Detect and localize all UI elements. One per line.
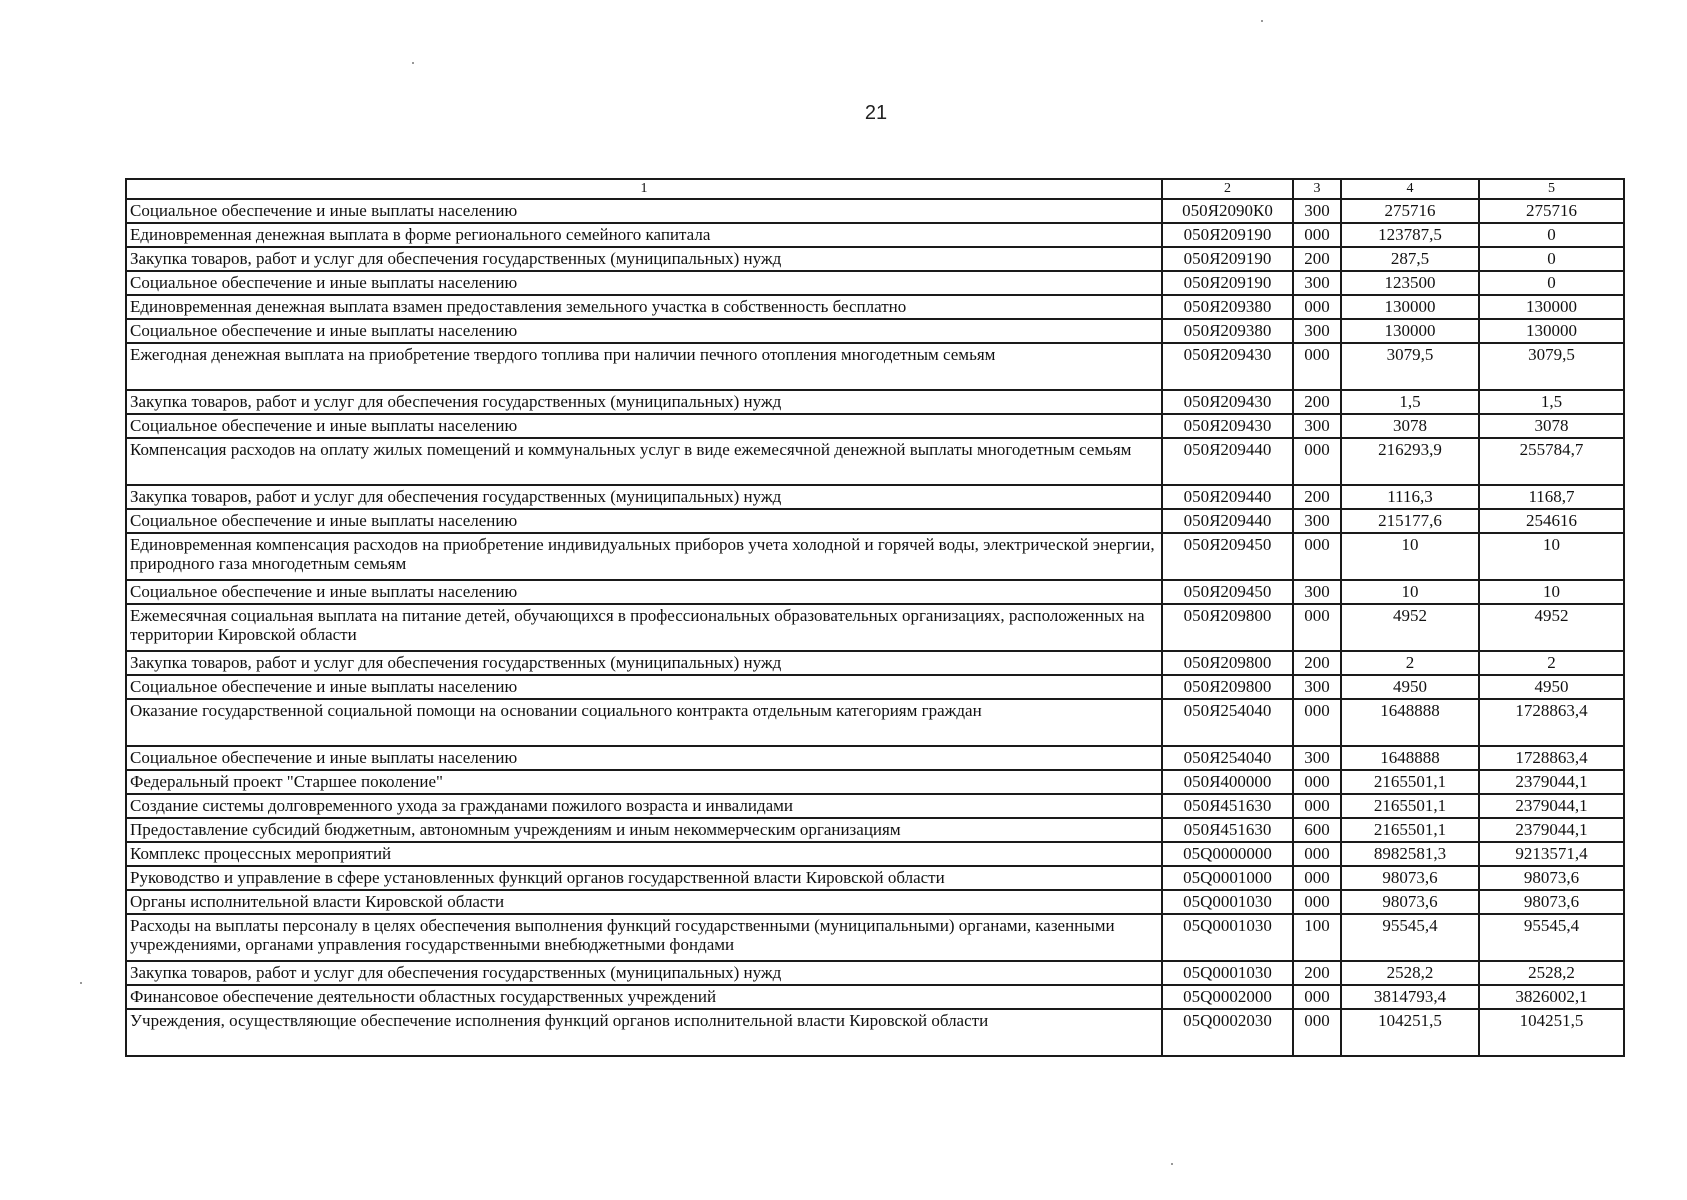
row-value-4-cell: 275716: [1341, 199, 1479, 223]
row-value-4-cell: 1,5: [1341, 390, 1479, 414]
row-value-5-cell: 254616: [1479, 509, 1624, 533]
table-row: [126, 770, 1624, 794]
table-row: [126, 319, 1624, 343]
row-type-cell: 300: [1293, 509, 1341, 533]
row-type-cell: 300: [1293, 199, 1341, 223]
table-row: [126, 651, 1624, 675]
row-name-cell: Ежегодная денежная выплата на приобретение твердого топлива при наличии печного отопления многодетным семьям: [126, 343, 1162, 390]
row-value-5-cell: 255784,7: [1479, 438, 1624, 485]
row-name-cell: Социальное обеспечение и иные выплаты населению: [126, 675, 1162, 699]
table-row: [126, 580, 1624, 604]
row-value-5-cell: 0: [1479, 247, 1624, 271]
row-type-cell: 000: [1293, 794, 1341, 818]
row-type-cell: 300: [1293, 414, 1341, 438]
table-row: [126, 247, 1624, 271]
table-row: [126, 199, 1624, 223]
row-value-4-cell: 130000: [1341, 295, 1479, 319]
row-value-4-cell: 10: [1341, 580, 1479, 604]
row-type-cell: 000: [1293, 343, 1341, 390]
row-code-cell: 050Я209430: [1162, 343, 1293, 390]
row-value-5-cell: 4952: [1479, 604, 1624, 651]
row-value-4-cell: 2165501,1: [1341, 818, 1479, 842]
row-value-4-cell: 216293,9: [1341, 438, 1479, 485]
table-row: [126, 271, 1624, 295]
row-value-4-cell: 4952: [1341, 604, 1479, 651]
row-name-cell: Социальное обеспечение и иные выплаты населению: [126, 509, 1162, 533]
scan-speck: [1261, 20, 1263, 22]
row-code-cell: 050Я451630: [1162, 794, 1293, 818]
row-value-5-cell: 4950: [1479, 675, 1624, 699]
row-name-cell: Единовременная денежная выплата взамен предоставления земельного участка в собственность бесплатно: [126, 295, 1162, 319]
row-code-cell: 050Я400000: [1162, 770, 1293, 794]
table-row: [126, 533, 1624, 580]
row-type-cell: 600: [1293, 818, 1341, 842]
column-header-3: 3: [1293, 179, 1341, 199]
table-header: [126, 179, 1624, 199]
row-value-5-cell: 0: [1479, 271, 1624, 295]
row-type-cell: 200: [1293, 390, 1341, 414]
row-value-4-cell: 8982581,3: [1341, 842, 1479, 866]
row-code-cell: 050Я209450: [1162, 580, 1293, 604]
row-value-5-cell: 2: [1479, 651, 1624, 675]
row-type-cell: 300: [1293, 675, 1341, 699]
row-code-cell: 05Q0002000: [1162, 985, 1293, 1009]
row-value-4-cell: 95545,4: [1341, 914, 1479, 961]
table-body: [126, 199, 1624, 1056]
row-type-cell: 200: [1293, 247, 1341, 271]
row-value-5-cell: 1168,7: [1479, 485, 1624, 509]
table-row: [126, 842, 1624, 866]
row-name-cell: Ежемесячная социальная выплата на питание детей, обучающихся в профессиональных образовательных организациях, расположенных на территории Кировской области: [126, 604, 1162, 651]
row-name-cell: Комплекс процессных мероприятий: [126, 842, 1162, 866]
row-name-cell: Руководство и управление в сфере установленных функций органов государственной власти Кировской области: [126, 866, 1162, 890]
row-value-5-cell: 98073,6: [1479, 890, 1624, 914]
row-value-4-cell: 1648888: [1341, 699, 1479, 746]
row-name-cell: Социальное обеспечение и иные выплаты населению: [126, 414, 1162, 438]
row-value-5-cell: 275716: [1479, 199, 1624, 223]
row-code-cell: 050Я209440: [1162, 485, 1293, 509]
row-name-cell: Социальное обеспечение и иные выплаты населению: [126, 746, 1162, 770]
table-row: [126, 890, 1624, 914]
row-value-4-cell: 215177,6: [1341, 509, 1479, 533]
row-value-5-cell: 104251,5: [1479, 1009, 1624, 1056]
table-row: [126, 1009, 1624, 1056]
row-value-4-cell: 123500: [1341, 271, 1479, 295]
row-value-4-cell: 2165501,1: [1341, 794, 1479, 818]
row-code-cell: 050Я209450: [1162, 533, 1293, 580]
budget-table: [125, 178, 1625, 1057]
row-code-cell: 05Q0000000: [1162, 842, 1293, 866]
row-type-cell: 000: [1293, 842, 1341, 866]
header-row: [126, 179, 1624, 199]
row-code-cell: 050Я209440: [1162, 509, 1293, 533]
column-header-4: 4: [1341, 179, 1479, 199]
row-name-cell: Учреждения, осуществляющие обеспечение исполнения функций органов исполнительной власти Кировской области: [126, 1009, 1162, 1056]
row-type-cell: 000: [1293, 890, 1341, 914]
row-type-cell: 300: [1293, 271, 1341, 295]
row-name-cell: Социальное обеспечение и иные выплаты населению: [126, 199, 1162, 223]
scan-speck: [80, 982, 82, 984]
scan-speck: [412, 62, 414, 64]
row-value-5-cell: 3826002,1: [1479, 985, 1624, 1009]
row-value-5-cell: 1728863,4: [1479, 746, 1624, 770]
row-code-cell: 050Я209440: [1162, 438, 1293, 485]
row-type-cell: 000: [1293, 604, 1341, 651]
row-name-cell: Закупка товаров, работ и услуг для обеспечения государственных (муниципальных) нужд: [126, 961, 1162, 985]
row-value-5-cell: 3079,5: [1479, 343, 1624, 390]
table-row: [126, 509, 1624, 533]
scan-speck: [1171, 1163, 1173, 1165]
row-value-4-cell: 1648888: [1341, 746, 1479, 770]
row-value-4-cell: 98073,6: [1341, 890, 1479, 914]
table-row: [126, 985, 1624, 1009]
row-value-4-cell: 3078: [1341, 414, 1479, 438]
row-value-4-cell: 2165501,1: [1341, 770, 1479, 794]
row-name-cell: Компенсация расходов на оплату жилых помещений и коммунальных услуг в виде ежемесячной денежной выплаты многодетным семьям: [126, 438, 1162, 485]
row-code-cell: 050Я451630: [1162, 818, 1293, 842]
row-type-cell: 000: [1293, 866, 1341, 890]
row-code-cell: 050Я209190: [1162, 223, 1293, 247]
row-code-cell: 050Я209190: [1162, 247, 1293, 271]
row-code-cell: 05Q0002030: [1162, 1009, 1293, 1056]
row-type-cell: 000: [1293, 699, 1341, 746]
row-name-cell: Закупка товаров, работ и услуг для обеспечения государственных (муниципальных) нужд: [126, 485, 1162, 509]
row-type-cell: 200: [1293, 651, 1341, 675]
row-code-cell: 050Я2090К0: [1162, 199, 1293, 223]
column-header-5: 5: [1479, 179, 1624, 199]
row-value-5-cell: 0: [1479, 223, 1624, 247]
row-name-cell: Предоставление субсидий бюджетным, автономным учреждениям и иным некоммерческим организациям: [126, 818, 1162, 842]
row-name-cell: Социальное обеспечение и иные выплаты населению: [126, 271, 1162, 295]
row-value-5-cell: 9213571,4: [1479, 842, 1624, 866]
table-row: [126, 914, 1624, 961]
row-value-4-cell: 287,5: [1341, 247, 1479, 271]
table-row: [126, 604, 1624, 651]
row-name-cell: Финансовое обеспечение деятельности областных государственных учреждений: [126, 985, 1162, 1009]
page-number: 21: [864, 102, 888, 124]
row-value-4-cell: 10: [1341, 533, 1479, 580]
row-name-cell: Создание системы долговременного ухода за гражданами пожилого возраста и инвалидами: [126, 794, 1162, 818]
row-value-5-cell: 3078: [1479, 414, 1624, 438]
table-row: [126, 414, 1624, 438]
row-value-4-cell: 1116,3: [1341, 485, 1479, 509]
row-code-cell: 050Я209800: [1162, 675, 1293, 699]
row-code-cell: 050Я209800: [1162, 651, 1293, 675]
row-value-4-cell: 130000: [1341, 319, 1479, 343]
table-row: [126, 295, 1624, 319]
row-type-cell: 200: [1293, 961, 1341, 985]
row-value-5-cell: 130000: [1479, 319, 1624, 343]
column-header-2: 2: [1162, 179, 1293, 199]
row-name-cell: Единовременная денежная выплата в форме регионального семейного капитала: [126, 223, 1162, 247]
row-value-5-cell: 95545,4: [1479, 914, 1624, 961]
row-name-cell: Социальное обеспечение и иные выплаты населению: [126, 319, 1162, 343]
row-type-cell: 000: [1293, 223, 1341, 247]
row-code-cell: 05Q0001030: [1162, 961, 1293, 985]
row-type-cell: 300: [1293, 746, 1341, 770]
row-name-cell: Закупка товаров, работ и услуг для обеспечения государственных (муниципальных) нужд: [126, 390, 1162, 414]
row-type-cell: 000: [1293, 438, 1341, 485]
row-value-4-cell: 2: [1341, 651, 1479, 675]
row-value-4-cell: 3079,5: [1341, 343, 1479, 390]
row-type-cell: 000: [1293, 770, 1341, 794]
row-code-cell: 050Я209190: [1162, 271, 1293, 295]
row-value-4-cell: 123787,5: [1341, 223, 1479, 247]
row-value-5-cell: 130000: [1479, 295, 1624, 319]
row-type-cell: 000: [1293, 985, 1341, 1009]
row-code-cell: 050Я209380: [1162, 319, 1293, 343]
row-value-5-cell: 2528,2: [1479, 961, 1624, 985]
row-value-4-cell: 3814793,4: [1341, 985, 1479, 1009]
table-row: [126, 961, 1624, 985]
row-value-5-cell: 1728863,4: [1479, 699, 1624, 746]
row-code-cell: 05Q0001000: [1162, 866, 1293, 890]
row-code-cell: 050Я209430: [1162, 390, 1293, 414]
row-code-cell: 05Q0001030: [1162, 890, 1293, 914]
row-name-cell: Оказание государственной социальной помощи на основании социального контракта отдельным категориям граждан: [126, 699, 1162, 746]
row-value-5-cell: 2379044,1: [1479, 794, 1624, 818]
row-type-cell: 000: [1293, 1009, 1341, 1056]
row-name-cell: Закупка товаров, работ и услуг для обеспечения государственных (муниципальных) нужд: [126, 651, 1162, 675]
row-type-cell: 300: [1293, 580, 1341, 604]
row-name-cell: Единовременная компенсация расходов на приобретение индивидуальных приборов учета холодной и горячей воды, электрической энергии, природного газа многодетным семьям: [126, 533, 1162, 580]
table-row: [126, 390, 1624, 414]
row-code-cell: 050Я209380: [1162, 295, 1293, 319]
table-row: [126, 794, 1624, 818]
row-type-cell: 100: [1293, 914, 1341, 961]
table-row: [126, 699, 1624, 746]
row-value-4-cell: 104251,5: [1341, 1009, 1479, 1056]
row-type-cell: 300: [1293, 319, 1341, 343]
table-row: [126, 438, 1624, 485]
row-name-cell: Федеральный проект "Старшее поколение": [126, 770, 1162, 794]
row-value-5-cell: 2379044,1: [1479, 770, 1624, 794]
row-value-4-cell: 2528,2: [1341, 961, 1479, 985]
row-value-5-cell: 10: [1479, 580, 1624, 604]
row-value-5-cell: 10: [1479, 533, 1624, 580]
row-value-4-cell: 4950: [1341, 675, 1479, 699]
row-code-cell: 050Я254040: [1162, 746, 1293, 770]
row-name-cell: Расходы на выплаты персоналу в целях обеспечения выполнения функций государственными (муниципальными) органами, казенными учреждениями, органами управления государственными внебюджетными фондами: [126, 914, 1162, 961]
column-header-1: 1: [126, 179, 1162, 199]
row-type-cell: 000: [1293, 533, 1341, 580]
table-row: [126, 675, 1624, 699]
row-value-5-cell: 2379044,1: [1479, 818, 1624, 842]
row-name-cell: Органы исполнительной власти Кировской области: [126, 890, 1162, 914]
row-code-cell: 050Я209800: [1162, 604, 1293, 651]
table-row: [126, 866, 1624, 890]
row-value-5-cell: 98073,6: [1479, 866, 1624, 890]
row-type-cell: 200: [1293, 485, 1341, 509]
row-name-cell: Социальное обеспечение и иные выплаты населению: [126, 580, 1162, 604]
row-value-4-cell: 98073,6: [1341, 866, 1479, 890]
table-row: [126, 485, 1624, 509]
row-code-cell: 050Я254040: [1162, 699, 1293, 746]
table-row: [126, 746, 1624, 770]
table-row: [126, 818, 1624, 842]
row-type-cell: 000: [1293, 295, 1341, 319]
row-code-cell: 050Я209430: [1162, 414, 1293, 438]
table-row: [126, 343, 1624, 390]
table-row: [126, 223, 1624, 247]
row-code-cell: 05Q0001030: [1162, 914, 1293, 961]
row-value-5-cell: 1,5: [1479, 390, 1624, 414]
row-name-cell: Закупка товаров, работ и услуг для обеспечения государственных (муниципальных) нужд: [126, 247, 1162, 271]
